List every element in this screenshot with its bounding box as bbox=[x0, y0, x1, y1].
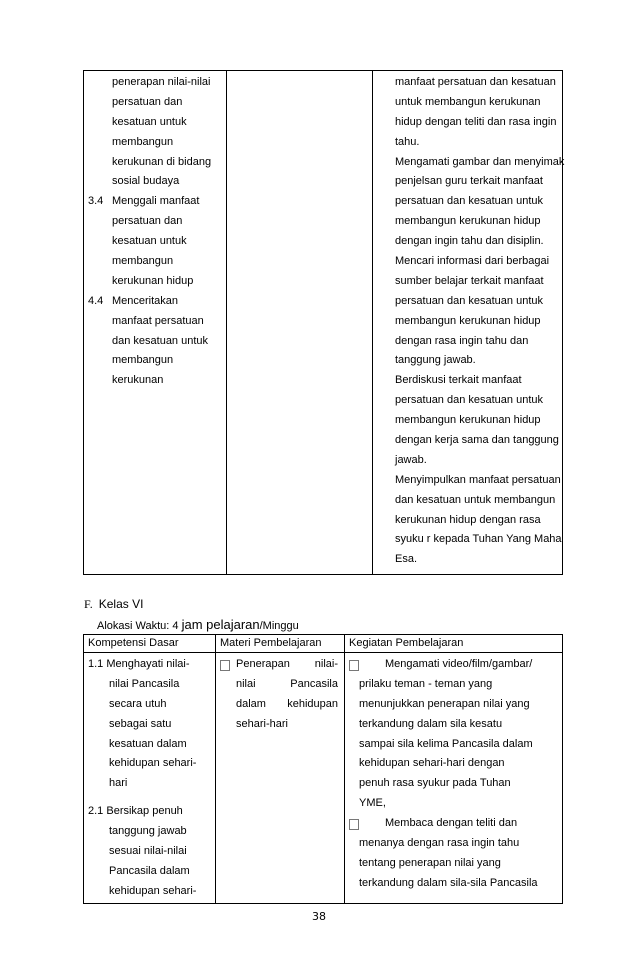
activity-text: terkandung dalam sila kesatu bbox=[359, 717, 503, 730]
activity-text: dengan rasa ingin tahu dan bbox=[395, 334, 529, 347]
activity-line bbox=[375, 172, 562, 192]
activity-line bbox=[345, 814, 562, 834]
activity-text: hidup dengan teliti dan rasa ingin bbox=[395, 115, 557, 128]
activity-line bbox=[375, 73, 562, 93]
activity-text: membangun kerukunan hidup bbox=[395, 414, 541, 427]
activity-line bbox=[375, 133, 562, 153]
materi-word: sehari-hari bbox=[236, 717, 288, 730]
table-kelas-vi bbox=[83, 634, 563, 904]
activity-line bbox=[375, 93, 562, 113]
activity-text: syuku r kepada Tuhan Yang Maha bbox=[395, 533, 562, 546]
activity-text: Mengamati gambar dan menyimak bbox=[395, 155, 565, 168]
activity-line bbox=[375, 192, 562, 212]
activity-line bbox=[375, 511, 562, 531]
materi-word: kehidupan bbox=[287, 697, 338, 710]
competency-number: 2.1 bbox=[88, 805, 104, 818]
activity-line bbox=[345, 874, 562, 894]
competency-line: kerukunan bbox=[112, 374, 164, 387]
activity-text: persatuan dan kesatuan untuk bbox=[395, 394, 544, 407]
materi-cell bbox=[227, 71, 373, 575]
competency-line: penerapan nilai-nilai bbox=[112, 76, 211, 88]
competency-text: Menceritakan bbox=[112, 294, 179, 307]
activity-line bbox=[345, 774, 562, 794]
materi-cell-2 bbox=[216, 653, 345, 904]
activity-line bbox=[375, 153, 565, 173]
competency-line: sesuai nilai-nilai bbox=[109, 845, 187, 858]
competency-text: Menggali manfaat bbox=[112, 195, 200, 208]
activity-text: sumber belajar terkait manfaat bbox=[395, 274, 544, 287]
activity-text: tanggung jawab. bbox=[395, 354, 476, 367]
competency-number: 1.1 bbox=[88, 658, 104, 670]
activity-line bbox=[375, 530, 562, 550]
activity-text: Esa. bbox=[395, 553, 418, 566]
spacer bbox=[84, 794, 215, 802]
kompetensi-cell bbox=[84, 653, 216, 904]
section-heading bbox=[84, 597, 143, 612]
competency-line: tanggung jawab bbox=[109, 825, 187, 838]
activity-line bbox=[345, 735, 562, 755]
materi-words bbox=[236, 655, 344, 675]
activity-line bbox=[375, 411, 562, 431]
competency-line: kerukunan hidup bbox=[112, 274, 194, 287]
alokasi-suffix: /Minggu bbox=[259, 620, 299, 632]
activity-line bbox=[375, 351, 562, 371]
section-letter: F. bbox=[84, 597, 93, 611]
activity-text: dan kesatuan untuk membangun bbox=[395, 493, 556, 506]
competency-line: membangun bbox=[112, 255, 174, 268]
activity-text: Menyimpulkan manfaat persatuan bbox=[395, 473, 561, 486]
activity-text: untuk membangun kerukunan bbox=[395, 95, 541, 108]
activity-line bbox=[345, 754, 562, 774]
activity-text: persatuan dan kesatuan untuk bbox=[395, 195, 544, 208]
activity-text: dengan kerja sama dan tanggung bbox=[395, 434, 559, 447]
competency-line: kehidupan sehari- bbox=[109, 884, 197, 897]
competency-number: 3.4 bbox=[88, 195, 104, 208]
activity-line bbox=[375, 332, 562, 352]
activity-line bbox=[375, 252, 562, 272]
activity-text: Berdiskusi terkait manfaat bbox=[395, 374, 522, 387]
materi-line bbox=[216, 715, 344, 735]
alokasi-waktu bbox=[97, 617, 299, 632]
activity-text: jawab. bbox=[395, 453, 427, 466]
competency-line: kesatuan untuk bbox=[112, 235, 187, 248]
materi-word: nilai- bbox=[314, 658, 338, 670]
alokasi-unit: jam pelajaran bbox=[181, 617, 260, 632]
competency-line bbox=[84, 292, 226, 312]
activity-text: membangun kerukunan hidup bbox=[395, 215, 541, 228]
activity-line bbox=[375, 391, 562, 411]
activity-text: Membaca dengan teliti dan bbox=[385, 817, 518, 830]
materi-word: Pancasila bbox=[290, 677, 338, 690]
header-kompetensi: Kompetensi Dasar bbox=[84, 635, 216, 653]
activity-text: sampai sila kelima Pancasila dalam bbox=[359, 737, 533, 750]
activity-line bbox=[375, 431, 562, 451]
materi-words bbox=[236, 675, 344, 695]
activity-text: dengan ingin tahu dan disiplin. bbox=[395, 235, 544, 248]
competency-line bbox=[84, 192, 226, 212]
competency-line: persatuan dan bbox=[112, 95, 183, 108]
activity-text: kerukunan hidup dengan rasa bbox=[395, 513, 541, 526]
section-title: Kelas VI bbox=[98, 597, 144, 611]
activity-text: persatuan dan kesatuan untuk bbox=[395, 294, 544, 307]
activity-text: manfaat persatuan dan kesatuan bbox=[395, 76, 556, 88]
activity-text: kehidupan sehari-hari dengan bbox=[359, 757, 505, 770]
kegiatan-cell-2 bbox=[345, 653, 563, 904]
checkbox-icon bbox=[349, 660, 359, 671]
competency-line: Pancasila dalam bbox=[109, 864, 190, 877]
table-continued bbox=[83, 70, 563, 575]
activity-text: tentang penerapan nilai yang bbox=[359, 856, 501, 869]
activity-text: menunjukkan penerapan nilai yang bbox=[359, 697, 530, 710]
activity-line bbox=[375, 312, 562, 332]
competency-line: sosial budaya bbox=[112, 175, 180, 188]
activity-line bbox=[345, 715, 562, 735]
header-kegiatan: Kegiatan Pembelajaran bbox=[345, 635, 563, 653]
competency-line: persatuan dan bbox=[112, 215, 183, 228]
kegiatan-cell bbox=[373, 71, 563, 575]
activity-line bbox=[345, 695, 562, 715]
activity-line bbox=[345, 655, 562, 675]
competency-line: membangun bbox=[112, 354, 174, 367]
activity-text: menanya dengan rasa ingin tahu bbox=[359, 837, 520, 850]
materi-words bbox=[236, 715, 344, 735]
activity-line bbox=[375, 113, 562, 133]
activity-line bbox=[345, 794, 562, 814]
activity-line bbox=[345, 675, 562, 695]
competency-line: sebagai satu bbox=[109, 717, 172, 730]
page-number: 38 bbox=[312, 910, 326, 923]
activity-text: tahu. bbox=[395, 135, 420, 148]
activity-line bbox=[375, 232, 562, 252]
materi-line bbox=[216, 655, 344, 675]
activity-text: Mencari informasi dari berbagai bbox=[395, 255, 550, 268]
activity-line bbox=[375, 550, 562, 570]
competency-line: nilai Pancasila bbox=[109, 677, 180, 690]
checkbox-icon bbox=[220, 660, 230, 671]
activity-line bbox=[375, 292, 562, 312]
materi-line bbox=[216, 675, 344, 695]
header-materi: Materi Pembelajaran bbox=[216, 635, 345, 653]
competency-line: kesatuan dalam bbox=[109, 737, 187, 750]
materi-line bbox=[216, 695, 344, 715]
materi-words bbox=[236, 695, 344, 715]
activity-line bbox=[375, 451, 562, 471]
activity-line bbox=[375, 491, 562, 511]
activity-text: YME, bbox=[359, 797, 386, 810]
competency-text: Bersikap penuh bbox=[106, 805, 183, 818]
activity-text: penjelsan guru terkait manfaat bbox=[395, 175, 543, 188]
activity-line bbox=[375, 371, 562, 391]
competency-line: kerukunan di bidang bbox=[112, 155, 212, 168]
activity-text: penuh rasa syukur pada Tuhan bbox=[359, 777, 511, 790]
activity-text: terkandung dalam sila-sila Pancasila bbox=[359, 876, 538, 889]
competency-line: membangun bbox=[112, 135, 174, 148]
competency-cell bbox=[84, 71, 227, 575]
competency-line: kesatuan untuk bbox=[112, 115, 187, 128]
alokasi-prefix: Alokasi Waktu: 4 bbox=[97, 620, 182, 632]
competency-line: secara utuh bbox=[109, 697, 167, 710]
activity-text: Mengamati video/film/gambar/ bbox=[385, 658, 533, 670]
activity-text: prilaku teman - teman yang bbox=[359, 677, 493, 690]
activity-line bbox=[375, 272, 562, 292]
competency-line: manfaat persatuan bbox=[112, 314, 204, 327]
competency-line bbox=[84, 802, 215, 822]
materi-word: Penerapan bbox=[236, 658, 290, 670]
competency-line bbox=[84, 655, 215, 675]
activity-line bbox=[345, 854, 562, 874]
materi-word: dalam bbox=[236, 697, 266, 710]
competency-line: hari bbox=[109, 777, 128, 790]
activity-text: membangun kerukunan hidup bbox=[395, 314, 541, 327]
activity-line bbox=[375, 471, 562, 491]
checkbox-icon bbox=[349, 819, 359, 830]
activity-line bbox=[345, 834, 562, 854]
materi-word: nilai bbox=[236, 677, 256, 690]
competency-text: Menghayati nilai- bbox=[106, 658, 190, 670]
competency-number: 4.4 bbox=[88, 294, 104, 307]
activity-line bbox=[375, 212, 562, 232]
competency-line: kehidupan sehari- bbox=[109, 757, 197, 770]
competency-line: dan kesatuan untuk bbox=[112, 334, 209, 347]
